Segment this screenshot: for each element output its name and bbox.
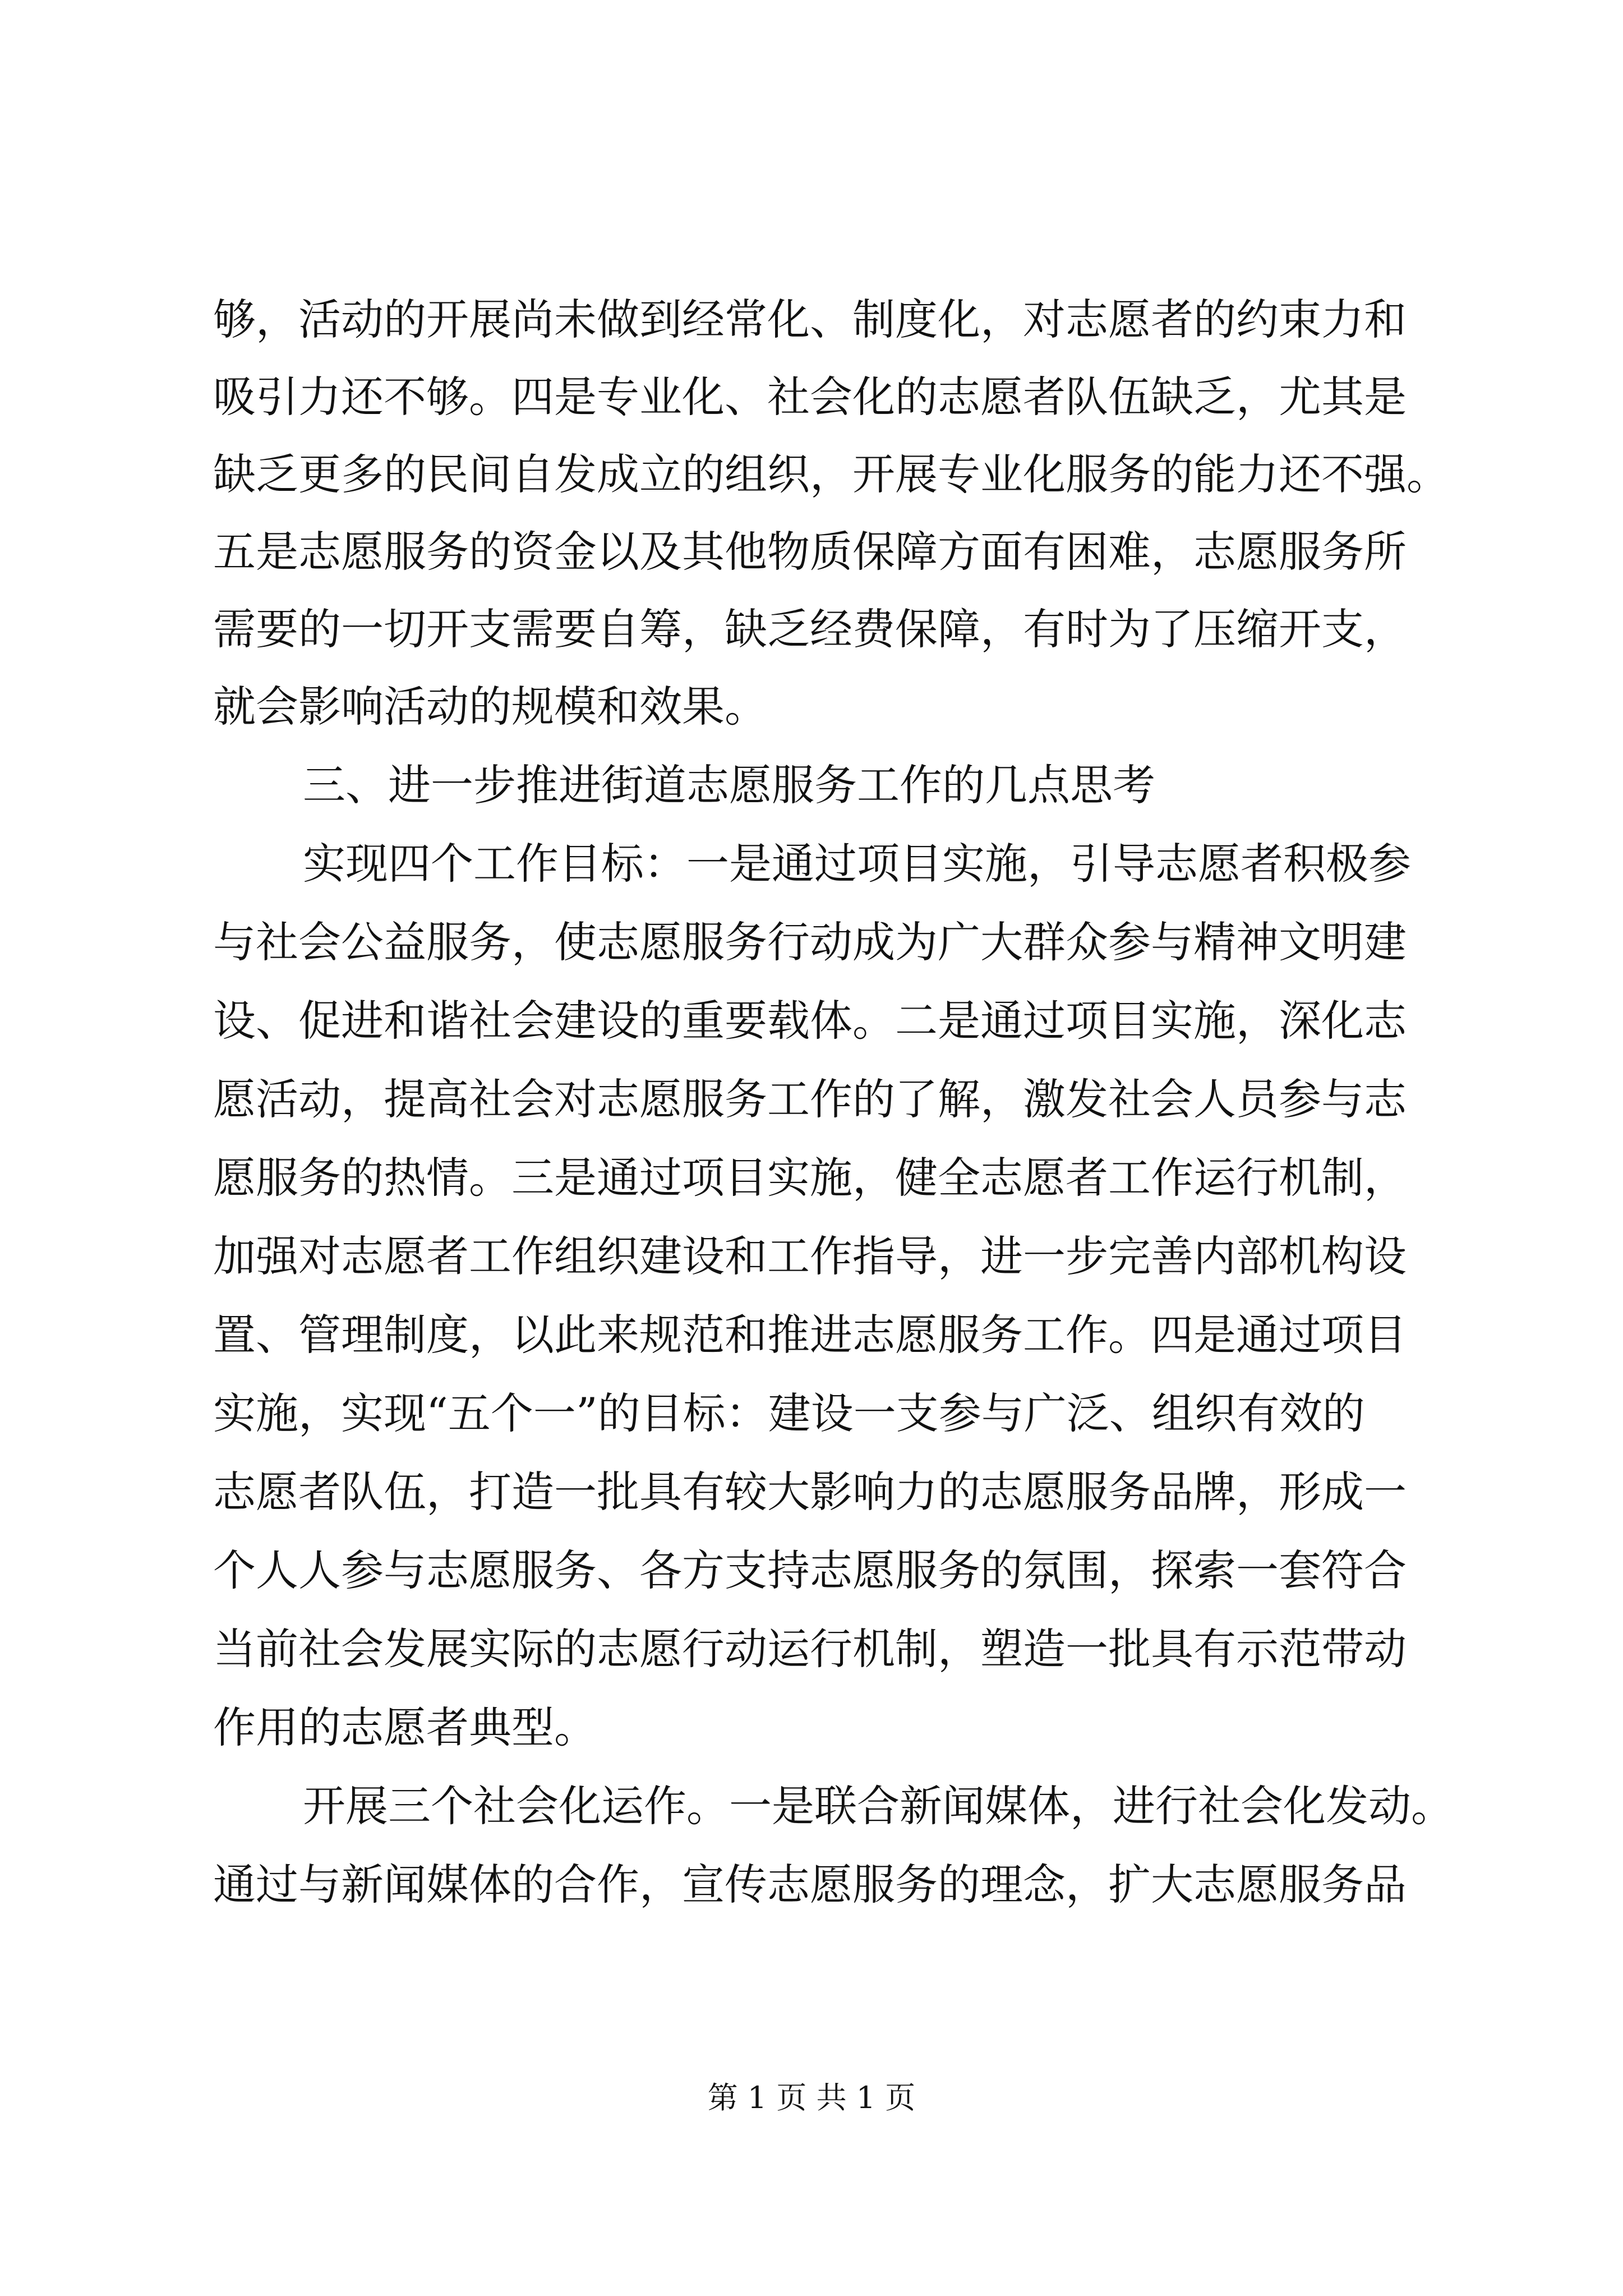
text-line-17: 个人人参与志愿服务、各方支持志愿服务的氛围，探索一套符合 [213, 1545, 1407, 1595]
text-line-3: 缺乏更多的民间自发成立的组织，开展专业化服务的能力还不强。 [213, 449, 1449, 499]
text-line-4: 五是志愿服务的资金以及其他物质保障方面有困难，志愿服务所 [213, 527, 1407, 577]
text-line-9: 与社会公益服务，使志愿服务行动成为广大群众参与精神文明建 [213, 917, 1407, 967]
page-footer: 第 1 页 共 1 页 [707, 2080, 916, 2115]
text-line-20: 开展三个社会化运作。一是联合新闻媒体，进行社会化发动。 [303, 1781, 1454, 1831]
text-line-2: 吸引力还不够。四是专业化、社会化的志愿者队伍缺乏，尤其是 [213, 372, 1407, 422]
text-line-15: 实施，实现“五个一”的目标：建设一支参与广泛、组织有效的 [213, 1388, 1365, 1438]
text-line-8: 实现四个工作目标：一是通过项目实施，引导志愿者积极参 [303, 839, 1411, 889]
text-line-19: 作用的志愿者典型。 [213, 1703, 597, 1752]
text-line-10: 设、促进和谐社会建设的重要载体。二是通过项目实施，深化志 [213, 996, 1407, 1046]
text-line-12: 愿服务的热情。三是通过项目实施，健全志愿者工作运行机制， [213, 1153, 1407, 1203]
text-line-13: 加强对志愿者工作组织建设和工作指导，进一步完善内部机构设 [213, 1231, 1407, 1281]
text-line-11: 愿活动，提高社会对志愿服务工作的了解，激发社会人员参与志 [213, 1074, 1407, 1124]
text-line-18: 当前社会发展实际的志愿行动运行机制，塑造一批具有示范带动 [213, 1624, 1407, 1674]
text-line-1: 够，活动的开展尚未做到经常化、制度化，对志愿者的约束力和 [213, 295, 1407, 344]
text-line-21: 通过与新闻媒体的合作，宣传志愿服务的理念，扩大志愿服务品 [213, 1860, 1407, 1910]
text-line-16: 志愿者队伍，打造一批具有较大影响力的志愿服务品牌，形成一 [213, 1467, 1407, 1517]
text-line-6: 就会影响活动的规模和效果。 [213, 682, 767, 731]
text-line-5: 需要的一切开支需要自筹，缺乏经费保障，有时为了压缩开支， [213, 604, 1407, 654]
section-heading: 三、进一步推进街道志愿服务工作的几点思考 [303, 760, 1155, 810]
text-line-14: 置、管理制度，以此来规范和推进志愿服务工作。四是通过项目 [213, 1310, 1407, 1360]
